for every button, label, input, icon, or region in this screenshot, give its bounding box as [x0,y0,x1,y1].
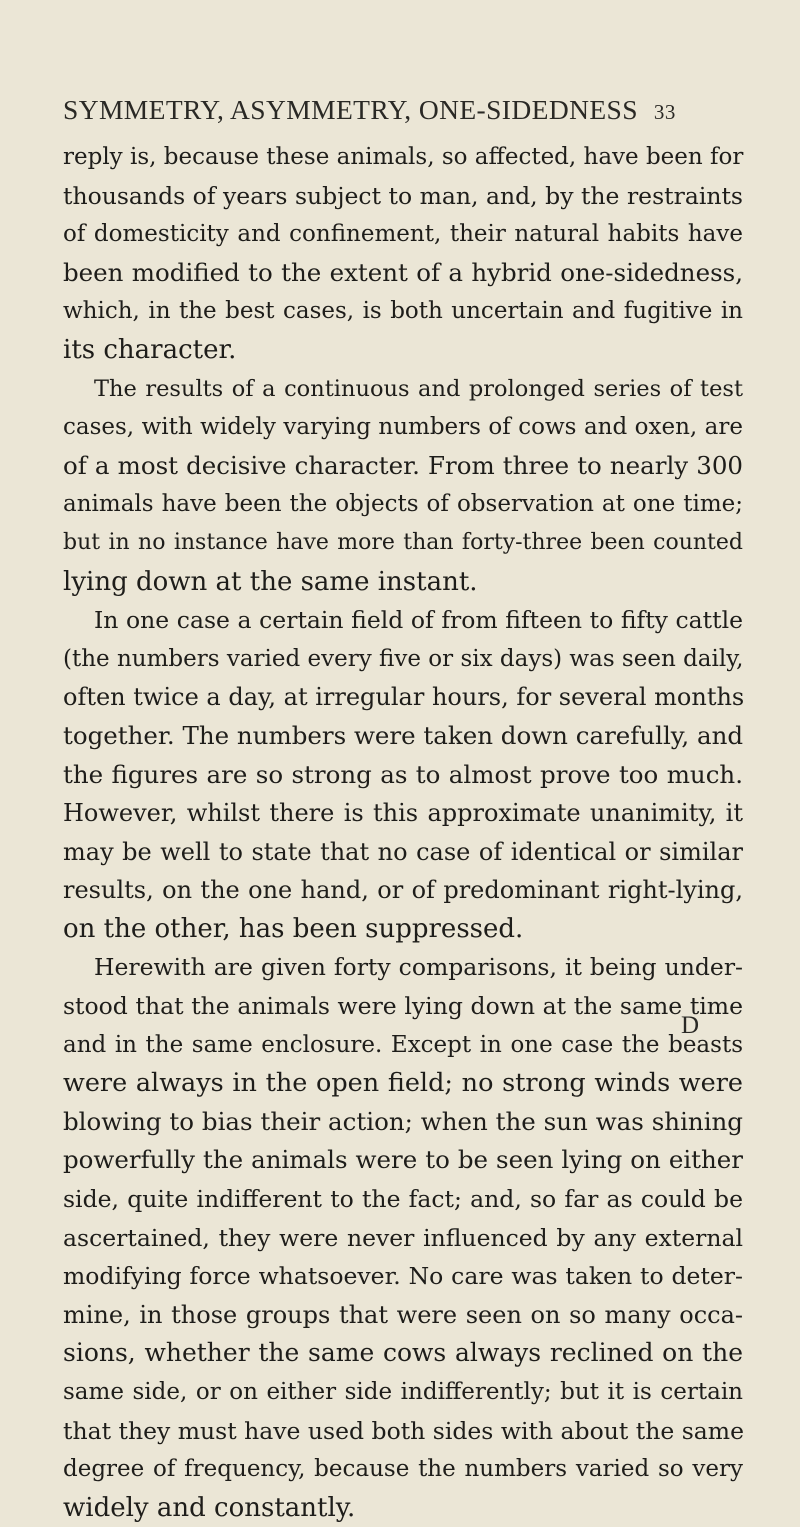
text-line: animals have been the objects of observation at one time; [63,491,743,518]
body-text [63,138,743,1527]
text-line: of a most decisive character. From three to nearly 300 [63,450,743,480]
text-line: ascertained, they were never influenced by any external [63,1223,743,1252]
text-line: same side, or on either side indifferently; but it is certain [63,1379,743,1405]
text-line: but in no instance have more than forty-three been counted [63,529,743,555]
text-line: been modified to the extent of a hybrid one-sidedness, [63,257,743,287]
text-line: mine, in those groups that were seen on so many occa- [63,1300,743,1329]
text-line: The results of a continuous and prolonged series of test [94,375,743,402]
text-line: of domesticity and confinement, their natural habits have [63,221,743,248]
text-line: modifying force whatsoever. No care was taken to deter- [63,1262,743,1291]
signature-mark: D [680,1012,700,1039]
text-line: powerfully the animals were to be seen lying on either [63,1145,743,1175]
text-line: its character. [63,334,237,365]
text-line: that they must have used both sides with about the same [63,1416,744,1445]
text-line: side, quite indifferent to the fact; and, so far as could be [63,1185,743,1214]
text-line: widely and constantly. [63,1492,356,1523]
paragraph [63,370,743,602]
text-line: the figures are so strong as to almost prove too much. [63,759,743,789]
running-head [63,94,743,128]
text-line: Herewith are given forty comparisons, it being under- [94,953,743,982]
paragraph [63,601,743,948]
text-line: stood that the animals were lying down at the same time [63,992,743,1021]
text-line: results, on the one hand, or of predominant right-lying, [63,876,743,905]
text-line: degree of frequency, because the numbers varied so very [63,1456,743,1483]
text-line: reply is, because these animals, so affected, have been for [63,144,744,170]
page-number: 33 [653,100,676,124]
text-line: on the other, has been suppressed. [63,913,524,944]
text-line: lying down at the same instant. [63,566,478,597]
text-line: often twice a day, at irregular hours, for several months [63,683,745,712]
text-line: In one case a certain field of from fifteen to fifty cattle [94,606,743,635]
text-line: thousands of years subject to man, and, by the restraints [63,181,743,210]
text-line: which, in the best cases, is both uncertain and fugitive in [63,298,743,325]
text-line: and in the same enclosure. Except in one case the beasts [63,1031,743,1058]
paragraph [63,948,743,1527]
text-line: may be well to state that no case of identical or similar [63,837,743,866]
text-line: cases, with widely varying numbers of cows and oxen, are [63,414,743,441]
text-line: sions, whether the same cows always reclined on the [63,1338,743,1368]
text-line: blowing to bias their action; when the sun was shining [63,1106,743,1136]
text-line: (the numbers varied every five or six days) was seen daily, [63,645,744,672]
text-line: However, whilst there is this approximate unanimity, it [63,799,743,828]
paragraph [63,138,743,370]
text-line: together. The numbers were taken down carefully, and [63,720,744,750]
text-line: were always in the open field; no strong winds were [63,1068,743,1099]
running-title: SYMMETRY, ASYMMETRY, ONE-SIDEDNESS [63,94,638,125]
